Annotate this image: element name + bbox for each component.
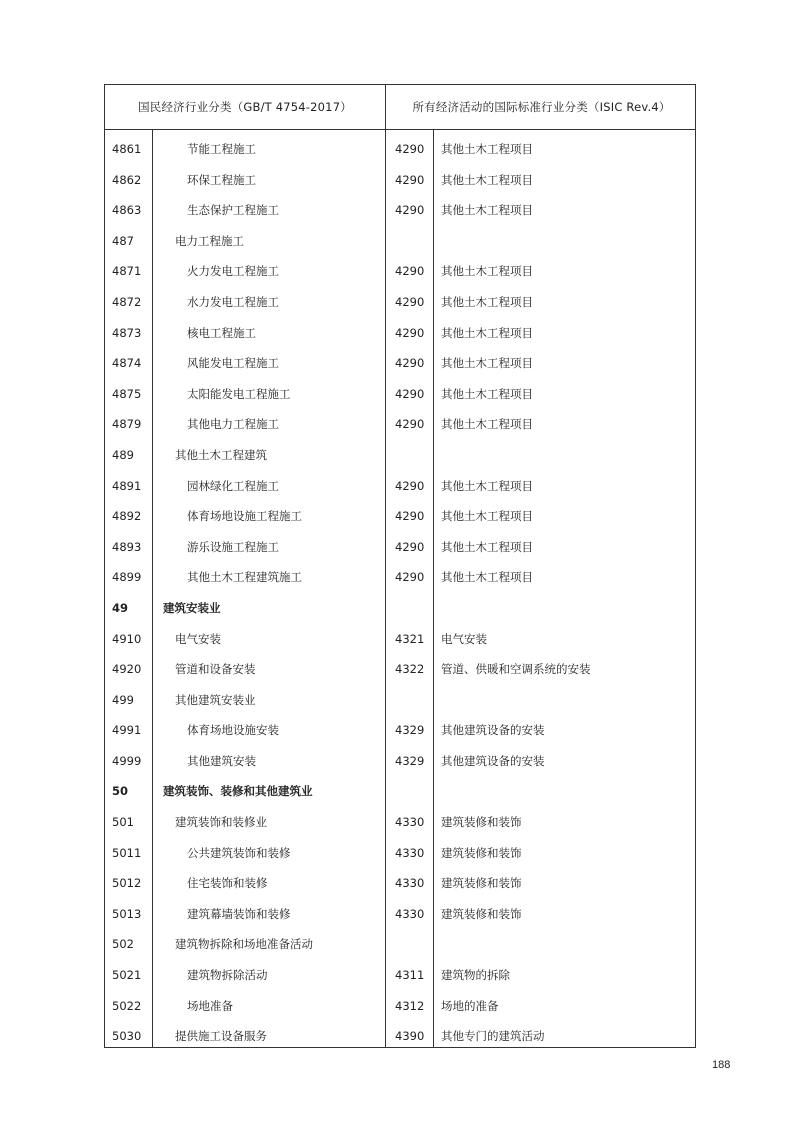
gb-code-cell: 4872 [112,294,142,309]
gb-name-cell: 建筑装饰、装修和其他建筑业 [163,784,313,799]
table-row [105,899,697,930]
classification-table [104,84,696,1048]
table-row [105,776,697,807]
gb-code-cell: 5030 [112,1029,142,1044]
isic-name-cell: 其他专门的建筑活动 [441,1029,545,1044]
isic-name-cell: 其他土木工程项目 [441,294,533,309]
isic-name-cell: 其他土木工程项目 [441,142,533,156]
gb-code-cell: 502 [112,937,134,952]
gb-name-cell: 园林绿化工程施工 [187,478,279,493]
isic-name-cell: 其他土木工程项目 [441,570,533,585]
gb-code-cell: 4891 [112,478,142,493]
gb-code-cell: 5012 [112,876,142,891]
table-row [105,838,697,869]
header-gb-classification: 国民经济行业分类（GB/T 4754-2017） [138,100,352,114]
table-row [105,654,697,685]
table-row [105,562,697,593]
isic-code-cell: 4311 [395,968,425,983]
isic-code-cell: 4312 [395,998,425,1013]
isic-code-cell: 4290 [395,509,425,524]
isic-code-cell: 4290 [395,539,425,554]
gb-name-cell: 其他建筑安装 [187,753,256,768]
gb-code-cell: 5022 [112,998,142,1013]
table-row [105,471,697,502]
gb-name-cell: 游乐设施工程施工 [187,539,279,554]
gb-code-cell: 49 [112,600,129,615]
gb-code-cell: 487 [112,233,134,248]
isic-name-cell: 管道、供暖和空调系统的安装 [441,662,591,677]
isic-code-cell: 4290 [395,264,425,279]
isic-code-cell: 4322 [395,662,425,677]
isic-name-cell: 其他建筑设备的安装 [441,753,545,768]
isic-code-cell: 4330 [395,815,425,830]
isic-code-cell: 4290 [395,417,425,432]
isic-name-cell: 建筑装修和装饰 [441,845,522,860]
gb-code-cell: 4893 [112,539,142,554]
gb-code-cell: 4879 [112,417,142,432]
table-row [105,991,697,1022]
table-body [105,134,697,1052]
isic-code-cell: 4290 [395,386,425,401]
table-row [105,929,697,960]
isic-code-cell: 4290 [395,203,425,218]
gb-name-cell: 火力发电工程施工 [187,264,279,279]
isic-code-cell: 4321 [395,631,425,646]
page-number: 188 [712,1059,731,1071]
gb-name-cell: 其他电力工程施工 [187,417,279,432]
table-row [105,624,697,655]
table-row [105,379,697,410]
gb-name-cell: 电力工程施工 [175,233,244,248]
gb-name-cell: 建筑装饰和装修业 [175,815,267,830]
isic-name-cell: 场地的准备 [441,998,499,1013]
header-divider [105,129,695,130]
gb-name-cell: 电气安装 [175,631,221,646]
table-row [105,226,697,257]
table-row [105,256,697,287]
table-row [105,715,697,746]
gb-code-cell: 4875 [112,386,142,401]
table-row [105,685,697,716]
isic-code-cell: 4290 [395,356,425,371]
table-row [105,501,697,532]
isic-code-cell: 4330 [395,845,425,860]
isic-code-cell: 4390 [395,1029,425,1044]
gb-code-cell: 50 [112,784,129,799]
gb-name-cell: 风能发电工程施工 [187,356,279,371]
table-row [105,195,697,226]
isic-name-cell: 建筑物的拆除 [441,968,510,983]
isic-code-cell: 4290 [395,172,425,187]
isic-name-cell: 其他土木工程项目 [441,264,533,279]
gb-name-cell: 节能工程施工 [187,142,256,156]
table-row [105,348,697,379]
gb-name-cell: 核电工程施工 [187,325,256,340]
table-row [105,165,697,196]
gb-name-cell: 场地准备 [187,998,233,1013]
isic-name-cell: 其他土木工程项目 [441,539,533,554]
table-row [105,868,697,899]
gb-code-cell: 4862 [112,172,142,187]
gb-name-cell: 其他土木工程建筑施工 [187,570,302,585]
gb-code-cell: 4920 [112,662,142,677]
isic-name-cell: 其他土木工程项目 [441,325,533,340]
gb-code-cell: 499 [112,692,134,707]
header-isic-classification: 所有经济活动的国际标准行业分类（ISIC Rev.4） [412,100,671,114]
isic-code-cell: 4290 [395,325,425,340]
gb-code-cell: 4991 [112,723,142,738]
gb-code-cell: 5021 [112,968,142,983]
gb-code-cell: 5013 [112,906,142,921]
isic-code-cell: 4290 [395,570,425,585]
gb-name-cell: 太阳能发电工程施工 [187,386,291,401]
gb-code-cell: 4910 [112,631,142,646]
table-row [105,807,697,838]
gb-name-cell: 建筑物拆除和场地准备活动 [175,937,313,952]
table-row [105,593,697,624]
gb-code-cell: 489 [112,447,134,462]
table-row [105,409,697,440]
gb-code-cell: 4892 [112,509,142,524]
gb-name-cell: 体育场地设施工程施工 [187,509,302,524]
isic-name-cell: 其他土木工程项目 [441,417,533,432]
gb-name-cell: 公共建筑装饰和装修 [187,845,291,860]
isic-code-cell: 4330 [395,906,425,921]
isic-code-cell: 4329 [395,753,425,768]
gb-name-cell: 水力发电工程施工 [187,294,279,309]
isic-name-cell: 建筑装修和装饰 [441,815,522,830]
gb-code-cell: 4861 [112,142,142,156]
gb-code-cell: 501 [112,815,134,830]
isic-name-cell: 其他土木工程项目 [441,356,533,371]
table-row [105,532,697,563]
gb-code-cell: 5011 [112,845,142,860]
gb-name-cell: 住宅装饰和装修 [187,876,268,891]
isic-name-cell: 其他土木工程项目 [441,172,533,187]
isic-code-cell: 4290 [395,478,425,493]
gb-name-cell: 生态保护工程施工 [187,203,279,218]
gb-code-cell: 4871 [112,264,142,279]
table-row [105,134,697,165]
gb-code-cell: 4873 [112,325,142,340]
isic-name-cell: 其他土木工程项目 [441,509,533,524]
isic-name-cell: 建筑装修和装饰 [441,876,522,891]
gb-name-cell: 建筑安装业 [163,600,221,615]
gb-name-cell: 提供施工设备服务 [175,1029,267,1044]
isic-name-cell: 其他土木工程项目 [441,203,533,218]
gb-code-cell: 4999 [112,753,142,768]
gb-name-cell: 其他建筑安装业 [175,692,256,707]
table-row [105,440,697,471]
isic-name-cell: 电气安装 [441,631,487,646]
gb-name-cell: 环保工程施工 [187,172,256,187]
gb-name-cell: 管道和设备安装 [175,662,256,677]
table-row [105,318,697,349]
gb-code-cell: 4863 [112,203,142,218]
isic-name-cell: 其他建筑设备的安装 [441,723,545,738]
gb-name-cell: 建筑幕墙装饰和装修 [187,906,291,921]
isic-code-cell: 4290 [395,294,425,309]
gb-name-cell: 其他土木工程建筑 [175,447,267,462]
isic-code-cell: 4330 [395,876,425,891]
table-row [105,287,697,318]
isic-name-cell: 其他土木工程项目 [441,386,533,401]
table-row [105,746,697,777]
gb-code-cell: 4899 [112,570,142,585]
isic-name-cell: 建筑装修和装饰 [441,906,522,921]
table-row [105,1021,697,1052]
gb-name-cell: 建筑物拆除活动 [187,968,268,983]
gb-name-cell: 体育场地设施安装 [187,723,279,738]
isic-name-cell: 其他土木工程项目 [441,478,533,493]
gb-code-cell: 4874 [112,356,142,371]
isic-code-cell: 4290 [395,142,425,156]
isic-code-cell: 4329 [395,723,425,738]
table-row [105,960,697,991]
